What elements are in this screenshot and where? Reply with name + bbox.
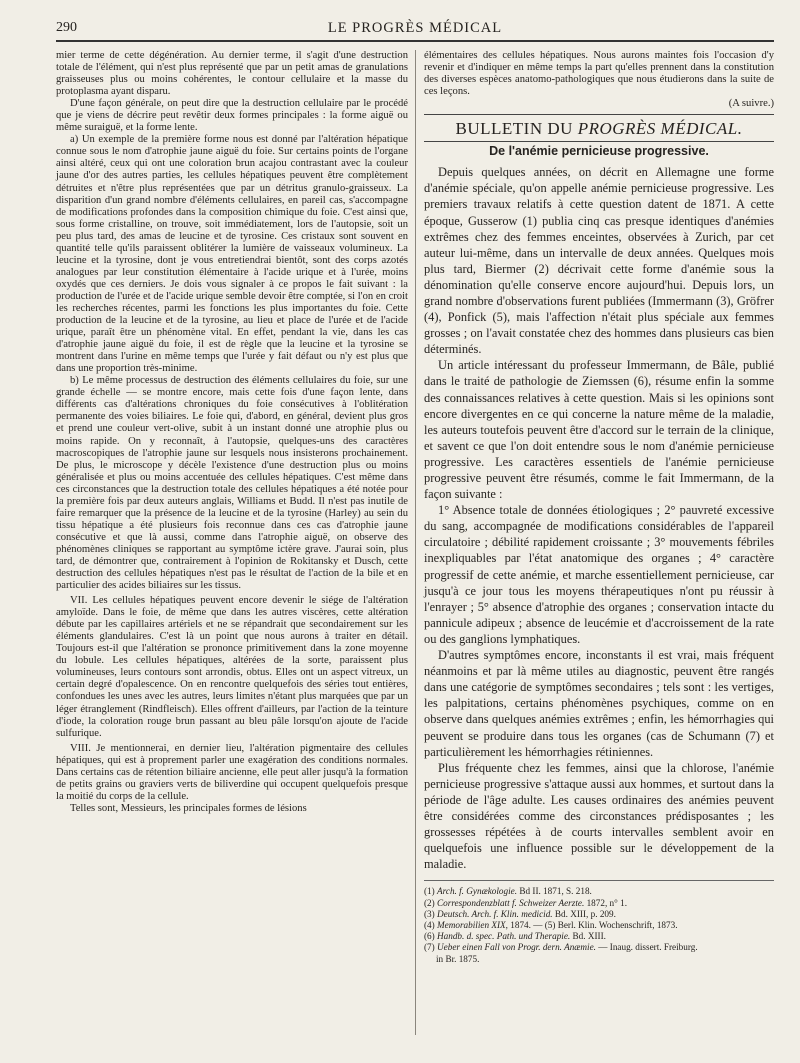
left-paragraph: b) Le même processus de destruction des éléments cellulaires du foie, sur une grande échelle — se montre encore, mais cette fois d'une façon lente, dans différents cas d'altérations chroniques du foie consécutives à l'oblitération permanente des voies biliaires. Le foie qui, d'abord, en général, devient plus gros et prend une couleur vert-olive, subit à un instant donné une atrophie plus ou moins rapide. On y reconnaît, à l'autopsie, quelques-uns des caractères macroscopiques de l'atrophie jaune sur lesquels nous insisterons prochainement. De plus, le microscope y décèle l'existence d'une destruction plus ou moins généralisée et plus ou moins accentuée des cellules hépatiques. C'est même dans ces circonstances que la destruction totale des cellules hépatiques a été notée pour la première fois par deux auteurs anglais, Williams et Budd. Il n'est pas inutile de faire remarquer que la présence de la leucine et de la tyrosine (Harley) au sein du tissu hépatique a été plusieurs fois reconnue dans ces cas d'atrophie jaune consécutive et que là aussi, comme dans l'atrophie aiguë, on observe des phénomènes cliniques se rapportant au symptôme ictère grave. J'aurai soin, plus tard, de démontrer que, contrairement à l'opinion de Rokitansky et Dusch, cette destruction des cellules hépatiques n'est pas le résultat de l'action de la bile et en particulier des acides biliaires sur les tissus. bbox=[56, 375, 408, 592]
left-paragraph: VIII. Je mentionnerai, en dernier lieu, l'altération pigmentaire des cellules hépatiques, qui est à proprement parler une exagération des conditions normales. Dans certains cas de rétention biliaire ancienne, elle peut aller jusqu'à la formation de petits grains ou graviers verts de biliverdine qui occupent quelquefois presque la moitié du corps de la cellule. bbox=[56, 742, 408, 802]
footnote: (2) Correspondenzblatt f. Schweizer Aerzte. 1872, n° 1. bbox=[424, 897, 627, 908]
column-divider bbox=[415, 50, 416, 1035]
header-rule bbox=[56, 40, 774, 44]
footnote: (3) Deutsch. Arch. f. Klin. medicid. Bd. XIII, p. 209. bbox=[424, 908, 616, 919]
page-header bbox=[56, 18, 774, 42]
to-be-continued-note: (A suivre.) bbox=[728, 98, 774, 110]
left-paragraph: mier terme de cette dégénération. Au dernier terme, il s'agit d'une destruction totale de l'élément, qui n'est plus représenté que par un petit amas de granulations graisseuses plus ou moins cohérentes, le contour cellulaire et la masse du protoplasma ayant disparu. bbox=[56, 50, 408, 98]
article-paragraph: Un article intéressant du professeur Immermann, de Bâle, publié dans le traité de pathologie de Ziemssen (6), résume enfin la somme des connaissances relatives à cette question. Mais si les opinions sont encore divergentes en ce qui concerne la nature même de la maladie, les auteurs toutefois peuvent être d'accord sur le terrain de la clinique, et savent ce que l'on doit entendre sous le nom d'anémie pernicieuse progressive. Les caractères essentiels de l'anémie pernicieuse progressive peuvent être résumés, comme le fait Immermann, de la façon suivante : bbox=[424, 358, 774, 502]
left-paragraph: Telles sont, Messieurs, les principales formes de lésions bbox=[70, 802, 307, 814]
footnote-continuation: in Br. 1875. bbox=[436, 953, 480, 964]
bulletin-title-plain: BULLETIN DU bbox=[455, 119, 573, 139]
footnote: (1) Arch. f. Gynækologie. Bd II. 1871, S. 218. bbox=[424, 886, 592, 897]
article-paragraph: Depuis quelques années, on décrit en Allemagne une forme d'anémie spéciale, qu'on appelle anémie pernicieuse progressive. Les premiers travaux relatifs à cette question datent de 1871. A cette époque, Gusserow (1) publia cinq cas presque identiques d'anémies extrêmes chez des femmes enceintes, observées à Zurich, par cet auteur lui-même, dans un intervalle de deux années. Quelques mois plus tard, Biermer (2) décrivait cette forme d'anémie sous la dénomination qu'elle conserve encore aujourd'hui. Depuis lors, un grand nombre d'observations furent publiées (Immermann (3), Gröfrer (4), Ponfick (5), mais l'affection n'était plus spéciale aux femmes grosses ; on l'avait constatée chez des hommes dans plusieurs cas bien déterminés. bbox=[424, 165, 774, 357]
left-paragraph: VII. Les cellules hépatiques peuvent encore devenir le siége de l'altération amyloïde. Dans le foie, de même que dans les autres viscères, cette altération débute par les capillaires artériels et ne se répandrait que secondairement sur les éléments glandulaires. C'est là un point que nous aurons à traiter en détail. Toujours est-il que l'altération se prononce primitivement dans la zone moyenne du lobule. Les cellules hépatiques, altérées de la sorte, paraissent plus volumineuses, leurs contours sont arrondis, obtus. Elles ont un aspect vitreux, un certain degré d'opalescence. On en rencontre quelquefois des séries tout entières, confondues les unes avec les autres, leurs limites n'étant plus marquées que par un léger étranglement (Rindfleisch). Elles offrent d'ailleurs, par l'action de la teinture d'iode, la coloration rouge brun passant au bleu pâle lorsqu'on ajoute de l'acide sulfurique. bbox=[56, 595, 408, 739]
continuation-paragraph: élémentaires des cellules hépatiques. Nous aurons maintes fois l'occasion d'y revenir et d'indiquer en même temps la part qu'elles prennent dans la constitution des diverses espèces anatomo-pathologiques que nous étudierons dans la suite de ces leçons. bbox=[424, 50, 774, 98]
right-column bbox=[424, 50, 774, 965]
left-paragraph: D'une façon générale, on peut dire que la destruction cellulaire par le procédé que je viens de décrire peut revêtir deux formes principales : la forme aiguë ou même suraiguë, et la forme lente. bbox=[56, 98, 408, 134]
page-number: 290 bbox=[56, 20, 77, 35]
article-body bbox=[424, 164, 774, 872]
footnote: (6) Handb. d. spec. Path. und Therapie. Bd. XIII. bbox=[424, 931, 606, 942]
left-paragraph: a) Un exemple de la première forme nous est donné par l'altération hépatique connue sous le nom d'atrophie jaune aiguë du foie. Sur certains points de l'organe ainsi altéré, ceux qui ont une coloration brun acajou contrastant avec la couleur jaune d'or des autres parties, les cellules hépatiques peuvent être complètement détruites et n'être plus représentées que par un détritus granulo-graisseux. La disparition d'un grand nombre d'éléments cellulaires, en pareil cas, s'accompagne de modifications profondes dans la composition chimique du foie. C'est ainsi que, sous forme cristalline, on trouve, soit immédiatement, lors de l'autopsie, soit un peu plus tard, des amas de leucine et de tyrosine. Ces cristaux sont souvent en quantité telle qu'ils paraissent oblitérer la lumière de vaisseaux volumineux. La leucine et la tyrosine, dont je vous entretiendrai bientôt, sont des corps azotés analogues par leur constitution élémentaire à l'acide urique et à l'urée, moins oxydés que ces derniers. Je dois vous signaler à ce propos le fait suivant : la production de l'urée et de l'acide urique semble devoir être comptée, si l'on en croit les recherches récentes, parmi les fonctions les plus importantes du foie. Cette production de la leucine et de la tyrosine, au lieu et place de l'urée et de l'acide urique, paraît être un phénomène vital. En effet, pendant la vie, dans les cas d'atrophie jaune aiguë du foie, il est de règle que la leucine et la tyrosine se montrent dans l'urine en même temps que l'urée y fait défaut ou n'y est plus que dans une proportion très-minime. bbox=[56, 134, 408, 375]
footnote: (4) Memorabilien XIX, 1874. — (5) Berl. Klin. Wochenschrift, 1873. bbox=[424, 919, 678, 930]
footnotes bbox=[424, 880, 774, 964]
bulletin-title-italic: PROGRÈS MÉDICAL. bbox=[577, 119, 743, 139]
article-paragraph: 1° Absence totale de données étiologiques ; 2° pauvreté excessive du sang, accompagnée de modifications considérables de l'appareil circulatoire ; débilité rapidement croissante ; 3° mouvements fébriles inexpliquables par l'état anatomique des organes ; 4° caractère progressif de cette anémie, et marche essentiellement pernicieuse, car jusqu'à ce jour tous les moyens thérapeutiques n'ont pu réussir à l'enrayer ; 5° absence d'atrophie des organes ; conservation intacte du pannicule adipeux ; absence de leucémie et d'accroissement de la rate ou des ganglions lymphatiques. bbox=[424, 503, 774, 646]
bulletin-banner bbox=[424, 114, 774, 142]
continuation-text bbox=[424, 50, 774, 110]
footnote: (7) Ueber einen Fall von Progr. dern. Anæmie. — Inaug. dissert. Freiburg. bbox=[424, 942, 698, 953]
article-paragraph: Plus fréquente chez les femmes, ainsi que la chlorose, l'anémie pernicieuse progressive s'attaque aussi aux hommes, et surtout dans la période de l'âge adulte. Les causes ordinaires des anémies peuvent être considérées comme des circonstances prédisposantes ; les grossesses répétées à de courts intervalles semblent avoir en quelquefois une influence possible sur le développement de la maladie. bbox=[424, 760, 774, 872]
article-paragraph: D'autres symptômes encore, inconstants il est vrai, mais fréquent néanmoins et par là même utiles au diagnostic, peuvent être rangés dans une catégorie de symptômes secondaires ; tels sont : les vertiges, les palpitations, certains phénomènes psychiques, comme on en observe dans quelques anémies extrêmes ; enfin, les hémorrhagies qui peuvent se produire dans tous les organes (cas de Schumann (7) et particulièrement les hémorrhagies rétiniennes. bbox=[424, 648, 774, 759]
journal-title: LE PROGRÈS MÉDICAL bbox=[327, 20, 503, 36]
left-column bbox=[56, 50, 408, 815]
section-title: De l'anémie pernicieuse progressive. bbox=[489, 144, 709, 159]
bulletin-title bbox=[424, 119, 774, 139]
